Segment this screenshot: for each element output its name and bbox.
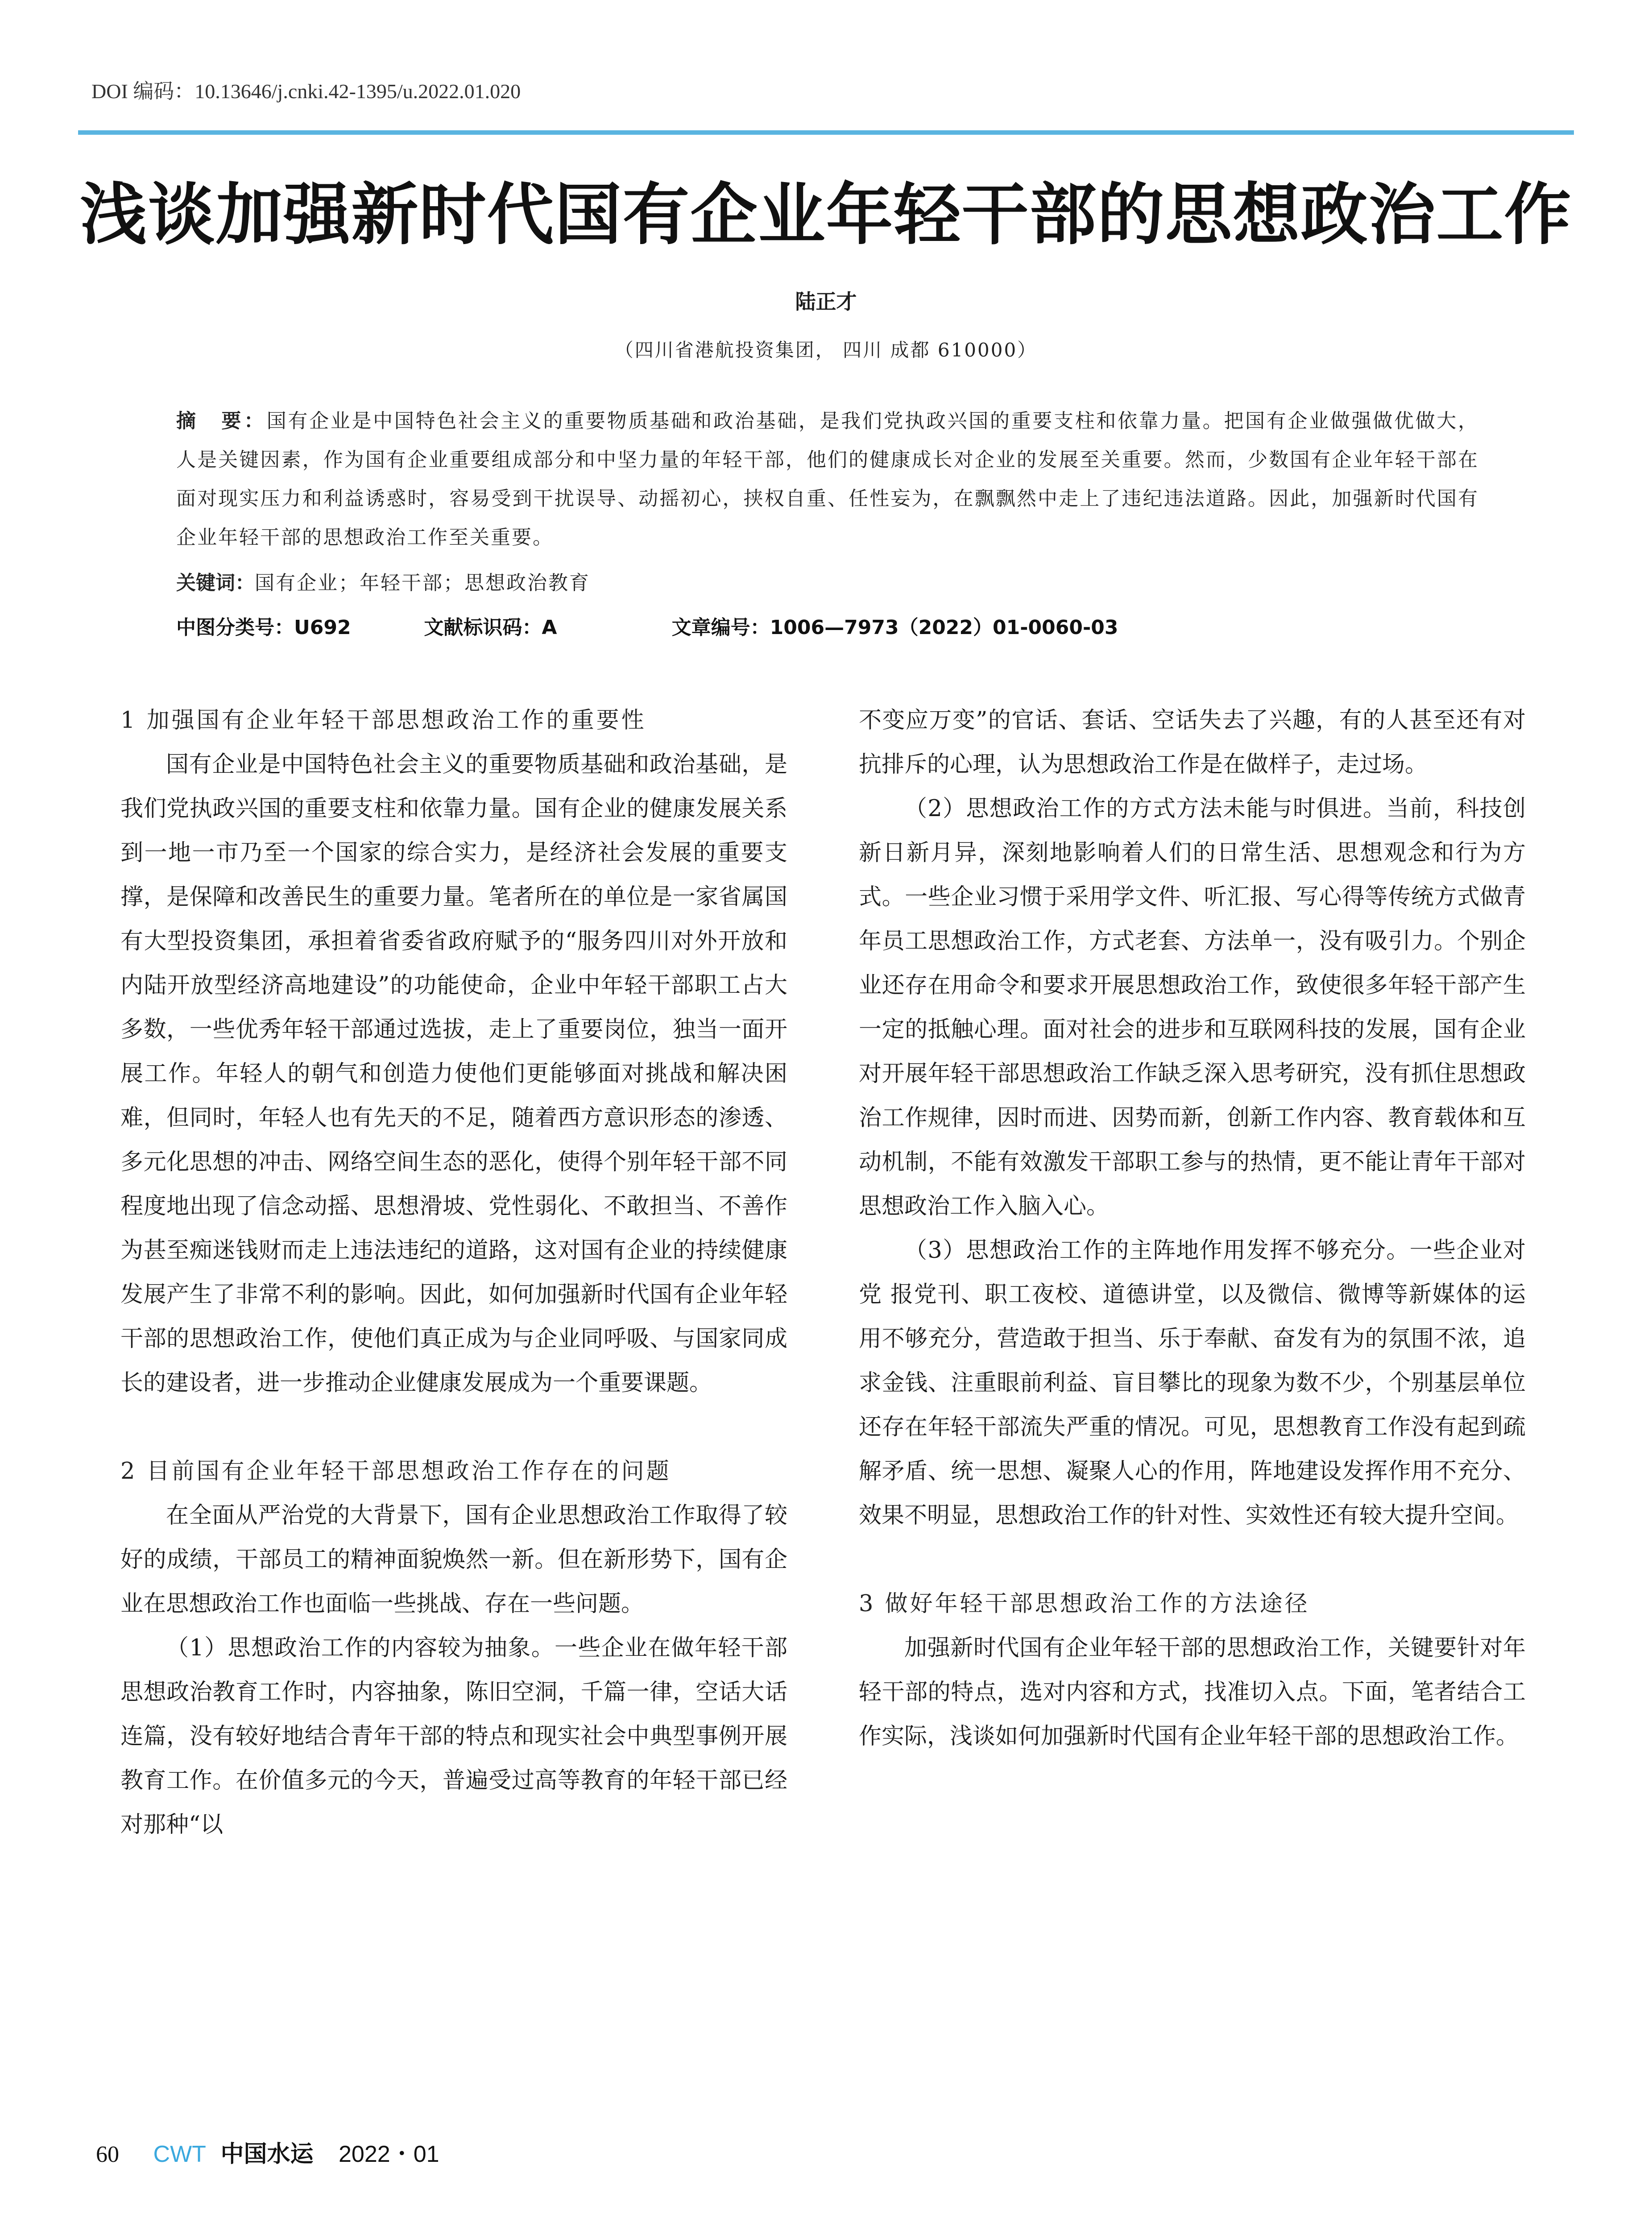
paragraph: （1）思想政治工作的内容较为抽象。一些企业在做年轻干部思想政治教育工作时，内容抽象，陈旧空洞，千篇一律，空话大话连篇，没有较好地结合青年干部的特点和现实社会中典型事例开展教育工作。在价值多元的今天，普遍受过高等教育的年轻干部已经对那种“以 (120, 1635, 787, 1838)
author-affiliation: （四川省港航投资集团， 四川 成都 610000） (614, 339, 1038, 361)
abstract-label: 摘 要： (176, 410, 267, 432)
paragraph: 国有企业是中国特色社会主义的重要物质基础和政治基础，是我们党执政兴国的重要支柱和依靠力量。国有企业的健康发展关系到一地一市乃至一个国家的综合实力，是经济社会发展的重要支撑，是保障和改善民生的重要力量。笔者所在的单位是一家省属国有大型投资集团，承担着省委省政府赋予的“服务四川对外开放和内陆开放型经济高地建设”的功能使命，企业中年轻干部职工占大多数，一些优秀年轻干部通过选拔，走上了重要岗位，独当一面开展工作。年轻人的朝气和创造力使他们更能够面对挑战和解决困难，但同时，年轻人也有先天的不足，随着西方意识形态的渗透、多元化思想的冲击、网络空间生态的恶化，使得个别年轻干部不同程度地出现了信念动摇、思想滑坡、党性弱化、不敢担当、不善作为甚至痴迷钱财而走上违法违纪的道路，这对国有企业的持续健康发展产生了非常不利的影响。因此，如何加强新时代国有企业年轻干部的思想政治工作，使他们真正成为与企业同呼吸、与国家同成长的建设者，进一步推动企业健康发展成为一个重要课题。 (120, 751, 787, 1396)
paragraph: （3）思想政治工作的主阵地作用发挥不够充分。一些企业对党 报党刊、职工夜校、道德讲堂，以及微信、微博等新媒体的运用不够充分，营造敢于担当、乐于奉献、奋发有为的氛围不浓，追求金钱、注重眼前利益、盲目攀比的现象为数不少，个别基层单位还存在年轻干部流失严重的情况。可见，思想教育工作没有起到疏解矛盾、统一思想、凝聚人心的作用，阵地建设发挥作用不充分、效果不明显，思想政治工作的针对性、实效性还有较大提升空间。 (859, 1237, 1526, 1529)
classification-line (176, 611, 1479, 640)
author-name: 陆正才 (795, 290, 857, 314)
abstract (176, 402, 1479, 557)
keywords (176, 567, 590, 595)
keywords-label: 关键词： (176, 572, 255, 594)
clc-number: 中图分类号：U692 (176, 616, 351, 639)
paragraph: 加强新时代国有企业年轻干部的思想政治工作，关键要针对年轻干部的特点，选对内容和方式，找准切入点。下面，笔者结合工作实际，浅谈如何加强新时代国有企业年轻干部的思想政治工作。 (859, 1635, 1526, 1750)
section-heading-1: 1 加强国有企业年轻干部思想政治工作的重要性 (120, 707, 646, 734)
article-number: 文章编号：1006—7973（2022）01-0060-03 (671, 616, 1118, 639)
page-footer (96, 2135, 439, 2169)
body-column-right (859, 698, 1526, 1758)
header-rule (78, 130, 1574, 135)
page-number: 60 (96, 2142, 119, 2167)
paragraph: 在全面从严治党的大背景下，国有企业思想政治工作取得了较好的成绩，干部员工的精神面貌焕然一新。但在新形势下，国有企业在思想政治工作也面临一些挑战、存在一些问题。 (120, 1502, 787, 1617)
article-title: 浅谈加强新时代国有企业年轻干部的思想政治工作 (80, 175, 1572, 254)
keywords-text: 国有企业；年轻干部；思想政治教育 (255, 572, 590, 594)
document-code: 文献标识码：A (424, 616, 557, 639)
journal-issue: 2022・01 (339, 2141, 439, 2167)
journal-brand: CWT (153, 2141, 206, 2167)
paragraph-continued: 不变应万变”的官话、套话、空话失去了兴趣，有的人甚至还有对抗排斥的心理，认为思想政治工作是在做样子，走过场。 (859, 707, 1526, 778)
section-heading-2: 2 目前国有企业年轻干部思想政治工作存在的问题 (120, 1458, 671, 1485)
body-column-left (120, 698, 787, 1847)
section-heading-3: 3 做好年轻干部思想政治工作的方法途径 (859, 1591, 1310, 1617)
paragraph: （2）思想政治工作的方式方法未能与时俱进。当前，科技创新日新月异，深刻地影响着人们的日常生活、思想观念和行为方式。一些企业习惯于采用学文件、听汇报、写心得等传统方式做青年员工思想政治工作，方式老套、方法单一，没有吸引力。个别企业还存在用命令和要求开展思想政治工作，致使很多年轻干部产生一定的抵触心理。面对社会的进步和互联网科技的发展，国有企业对开展年轻干部思想政治工作缺乏深入思考研究，没有抓住思想政治工作规律，因时而进、因势而新，创新工作内容、教育载体和互动机制，不能有效激发干部职工参与的热情，更不能让青年干部对思想政治工作入脑入心。 (859, 796, 1526, 1219)
doi-line: DOI 编码：10.13646/j.cnki.42-1395/u.2022.01.020 (91, 80, 521, 103)
abstract-text: 国有企业是中国特色社会主义的重要物质基础和政治基础，是我们党执政兴国的重要支柱和依靠力量。把国有企业做强做优做大，人是关键因素，作为国有企业重要组成部分和中坚力量的年轻干部，他们的健康成长对企业的发展至关重要。然而，少数国有企业年轻干部在面对现实压力和利益诱惑时，容易受到干扰误导、动摇初心，挟权自重、任性妄为，在飘飘然中走上了违纪违法道路。因此，加强新时代国有企业年轻干部的思想政治工作至关重要。 (176, 410, 1479, 549)
journal-name: 中国水运 (220, 2140, 314, 2168)
